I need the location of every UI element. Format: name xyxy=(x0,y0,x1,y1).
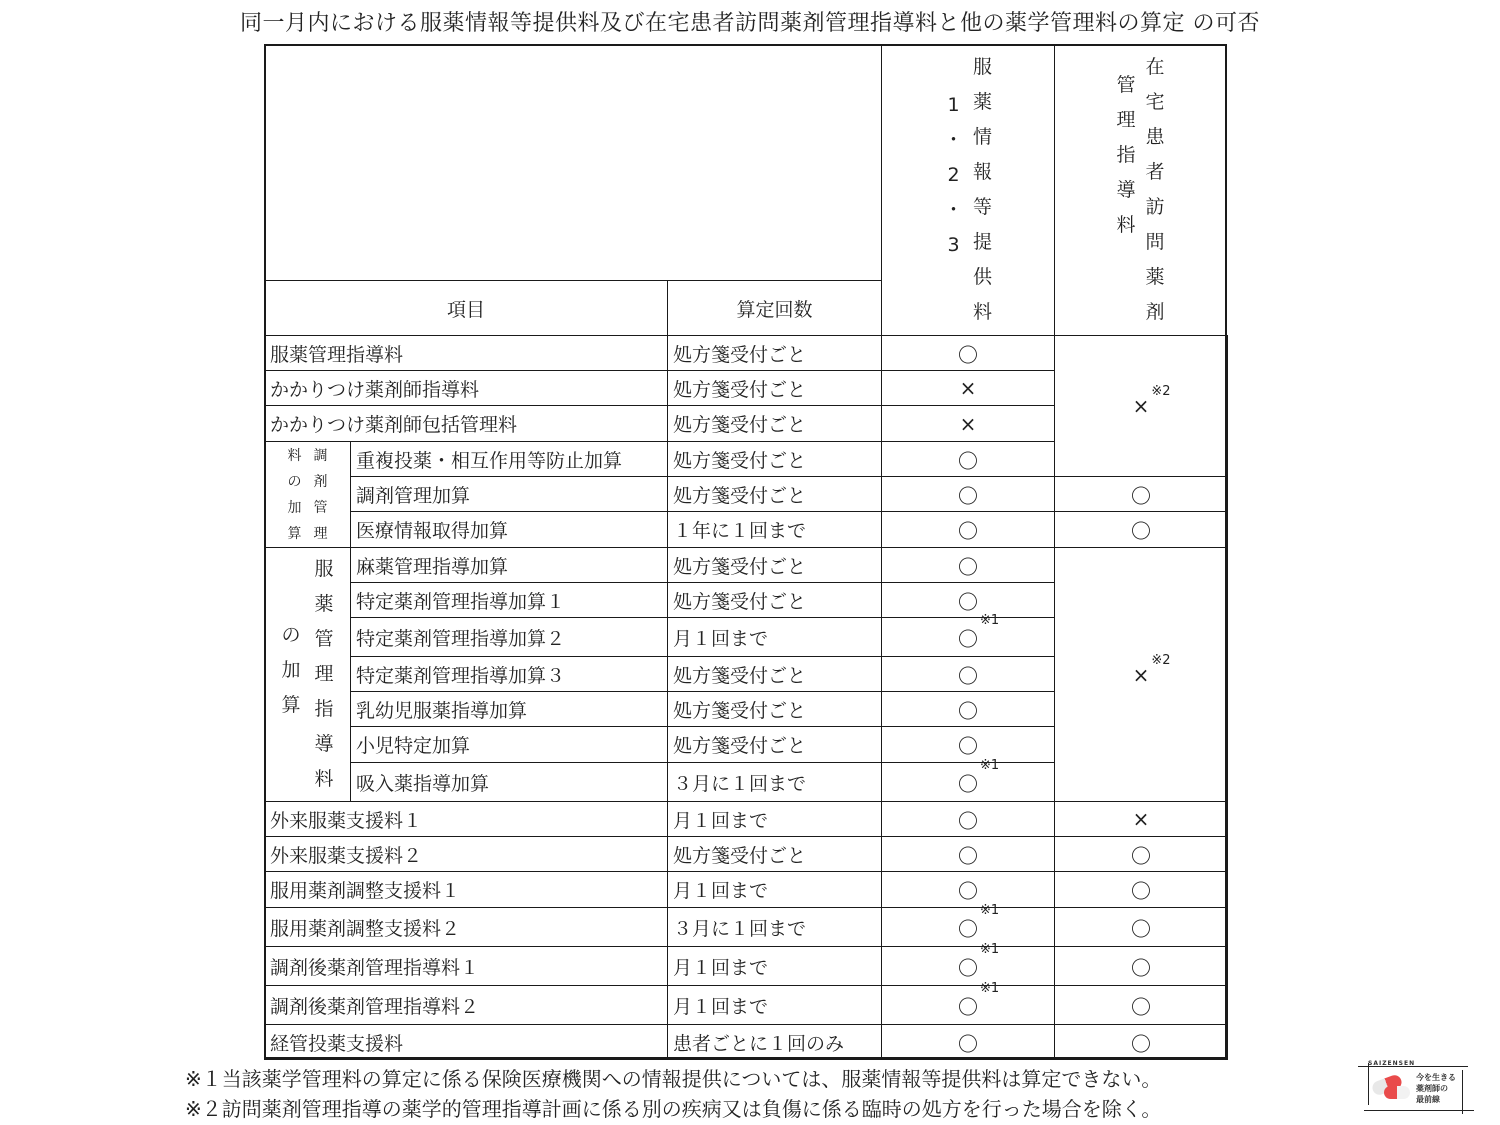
table-row-col2 xyxy=(1054,946,1228,986)
table-row-item: 服用薬剤調整支援料２ xyxy=(264,907,668,947)
table-row-col1 xyxy=(881,405,1055,442)
circle-mark-icon: 〇 ※1 xyxy=(958,902,1000,941)
table-row-count: 処方箋受付ごと xyxy=(667,726,882,763)
table-row-count: ３月に１回まで xyxy=(667,907,882,947)
circle-mark-icon: 〇 ※1 xyxy=(958,941,1000,980)
table-row-col1 xyxy=(881,691,1055,727)
footnote-ref: ※1 xyxy=(980,980,1000,996)
circle-mark-icon: 〇 xyxy=(958,483,978,508)
table-row-item: 特定薬剤管理指導加算１ xyxy=(350,582,668,618)
table-row-count: 月１回まで xyxy=(667,871,882,908)
table-row-col1 xyxy=(881,871,1055,908)
circle-mark-icon: 〇 xyxy=(1131,483,1151,508)
header-col2-sub-text: 管 理 指 導 料 xyxy=(1116,73,1136,236)
logo-tagline: 今を生きる 薬剤師の 最前線 xyxy=(1416,1073,1456,1104)
table-row-col2 xyxy=(1054,476,1228,512)
circle-mark-icon: 〇 xyxy=(1131,955,1151,980)
circle-mark-icon: 〇 xyxy=(958,1031,978,1056)
table-row-col1 xyxy=(881,335,1055,371)
footnote-2: ※２訪問薬剤管理指導の薬学的管理指導計画に係る別の疾病又は負傷に係る臨時の処方を行った場合を除く。 xyxy=(185,1097,1162,1121)
circle-mark-icon: 〇 xyxy=(1131,916,1151,941)
cross-mark-icon: × ※2 xyxy=(1132,384,1171,418)
table-row-count: 月１回まで xyxy=(667,801,882,837)
calculation-table xyxy=(264,44,1227,1059)
table-row-count: 処方箋受付ごと xyxy=(667,547,882,583)
table-row-count: 処方箋受付ごと xyxy=(667,836,882,872)
circle-mark-icon: 〇 xyxy=(958,663,978,688)
circle-mark-icon: 〇 xyxy=(958,734,978,758)
table-row-col1 xyxy=(881,801,1055,837)
table-row-item: 服薬管理指導料 xyxy=(264,335,668,371)
cross-mark-icon: × xyxy=(1132,807,1150,831)
table-row-item: 服用薬剤調整支援料１ xyxy=(264,871,668,908)
table-row-col2 xyxy=(1054,985,1228,1025)
capsule-icon-2 xyxy=(1384,1086,1410,1099)
table-row-count: 処方箋受付ごと xyxy=(667,335,882,371)
table-row-col1 xyxy=(881,941,1055,986)
table-row-item: 特定薬剤管理指導加算２ xyxy=(350,617,668,657)
table-row-col1 xyxy=(881,902,1055,947)
page-title: 同一月内における服薬情報等提供料及び在宅患者訪問薬剤管理指導料と他の薬学管理料の算定 の可否 xyxy=(240,11,1260,36)
table-row-col1 xyxy=(881,476,1055,512)
table-row-count: ３月に１回まで xyxy=(667,762,882,802)
table-row-item: 医療情報取得加算 xyxy=(350,511,668,548)
table-row-item: 外来服薬支援料２ xyxy=(264,836,668,872)
table-row-count: 処方箋受付ごと xyxy=(667,476,882,512)
table-row-col1 xyxy=(881,980,1055,1025)
table-row-count: 月１回まで xyxy=(667,946,882,986)
footnote-ref: ※1 xyxy=(980,612,1000,628)
footnote-ref: ※1 xyxy=(980,941,1000,957)
footnote-ref: ※1 xyxy=(980,757,1000,773)
table-row-count: 月１回まで xyxy=(667,617,882,657)
header-col1-sub-text: 1 ・ 2 ・ 3 xyxy=(943,93,963,256)
cross-mark-icon: × xyxy=(959,411,977,436)
table-row-item: 麻薬管理指導加算 xyxy=(350,547,668,583)
table-row-count: １年に１回まで xyxy=(667,511,882,548)
table-row-col2 xyxy=(1054,907,1228,947)
table-row-count: 月１回まで xyxy=(667,985,882,1025)
circle-mark-icon: 〇 xyxy=(1131,519,1151,543)
table-row-item: 調剤後薬剤管理指導料１ xyxy=(264,946,668,986)
circle-mark-icon: 〇 xyxy=(958,589,978,614)
table-row-item: 重複投薬・相互作用等防止加算 xyxy=(350,441,668,477)
table-row-count: 処方箋受付ごと xyxy=(667,441,882,477)
table-row-col2 xyxy=(1054,836,1228,872)
table-row-item: 調剤管理加算 xyxy=(350,476,668,512)
table-row-item: 外来服薬支援料１ xyxy=(264,801,668,837)
table-row-item: 経管投薬支援料 xyxy=(264,1024,668,1060)
table-row-count: 処方箋受付ごと xyxy=(667,405,882,442)
table-row-col1 xyxy=(881,547,1055,583)
table-row-item: 調剤後薬剤管理指導料２ xyxy=(264,985,668,1025)
circle-mark-icon: 〇 xyxy=(958,843,978,868)
logo-brand: SAIZENSEN xyxy=(1368,1060,1416,1067)
table-row-item: 乳幼児服薬指導加算 xyxy=(350,691,668,727)
table-row-count: 患者ごとに１回のみ xyxy=(667,1024,882,1060)
merged-col2-a xyxy=(1054,335,1228,477)
circle-mark-icon: 〇 xyxy=(958,448,978,473)
table-row-col1 xyxy=(881,441,1055,477)
table-row-col1 xyxy=(881,656,1055,692)
footnotes xyxy=(185,1064,1161,1124)
footnote-ref: ※1 xyxy=(980,902,1000,918)
circle-mark-icon: 〇 xyxy=(958,879,978,903)
circle-mark-icon: 〇 ※1 xyxy=(958,980,1000,1019)
circle-mark-icon: 〇 xyxy=(958,554,978,579)
group-chozai-kanri-label: 調 剤 管 理 料 の 加 算 xyxy=(264,441,351,548)
header-col2-main-text: 在 宅 患 者 訪 問 薬 剤 xyxy=(1145,56,1165,323)
header-col1-main-text: 服 薬 情 報 等 提 供 料 xyxy=(973,56,993,323)
circle-mark-icon: 〇 xyxy=(1131,994,1151,1019)
circle-mark-icon: 〇 xyxy=(1131,1031,1151,1056)
table-row-col2 xyxy=(1054,511,1228,548)
circle-mark-icon: 〇 xyxy=(958,519,978,543)
footnote-ref: ※2 xyxy=(1151,384,1171,399)
footnote-ref: ※2 xyxy=(1151,652,1171,668)
header-count: 算定回数 xyxy=(667,280,882,336)
table-row-col1 xyxy=(881,726,1055,763)
table-row-col1 xyxy=(881,1024,1055,1060)
circle-mark-icon: 〇 ※1 xyxy=(958,612,1000,651)
cross-mark-icon: × ※2 xyxy=(1132,652,1171,687)
header-col-zaitaku xyxy=(1054,44,1227,336)
table-row-col1 xyxy=(881,370,1055,406)
header-item: 項目 xyxy=(264,280,668,336)
circle-mark-icon: 〇 ※1 xyxy=(958,757,1000,796)
table-row-col1 xyxy=(881,511,1055,548)
table-row-item: 吸入薬指導加算 xyxy=(350,762,668,802)
table-row-item: 特定薬剤管理指導加算３ xyxy=(350,656,668,692)
table-row-count: 処方箋受付ごと xyxy=(667,691,882,727)
table-row-col1 xyxy=(881,582,1055,618)
header-blank xyxy=(264,44,882,281)
merged-col2-b xyxy=(1054,547,1228,802)
group-fukuyaku-kanri-label: 服 薬 管 理 指 導 料 の 加 算 xyxy=(264,547,351,802)
table-row-col2 xyxy=(1054,1024,1228,1060)
table-row-col1 xyxy=(881,836,1055,872)
footnote-1: ※１当該薬学管理料の算定に係る保険医療機関への情報提供については、服薬情報等提供料は算定できない。 xyxy=(185,1067,1162,1091)
circle-mark-icon: 〇 xyxy=(958,698,978,723)
cross-mark-icon: × xyxy=(959,376,977,400)
table-row-col2 xyxy=(1054,801,1228,837)
circle-mark-icon: 〇 xyxy=(1131,879,1151,903)
table-row-col1 xyxy=(881,757,1055,802)
table-row-item: かかりつけ薬剤師指導料 xyxy=(264,370,668,406)
table-row-col2 xyxy=(1054,871,1228,908)
table-row-count: 処方箋受付ごと xyxy=(667,582,882,618)
table-row-count: 処方箋受付ごと xyxy=(667,370,882,406)
table-row-col1 xyxy=(881,612,1055,657)
header-col-fukuyaku-joho xyxy=(881,44,1055,336)
table-row-count: 処方箋受付ごと xyxy=(667,656,882,692)
circle-mark-icon: 〇 xyxy=(958,808,978,833)
circle-mark-icon: 〇 xyxy=(958,342,978,367)
table-row-item: 小児特定加算 xyxy=(350,726,668,763)
circle-mark-icon: 〇 xyxy=(1131,843,1151,868)
saizensen-logo xyxy=(1358,1060,1473,1115)
table-row-item: かかりつけ薬剤師包括管理料 xyxy=(264,405,668,442)
